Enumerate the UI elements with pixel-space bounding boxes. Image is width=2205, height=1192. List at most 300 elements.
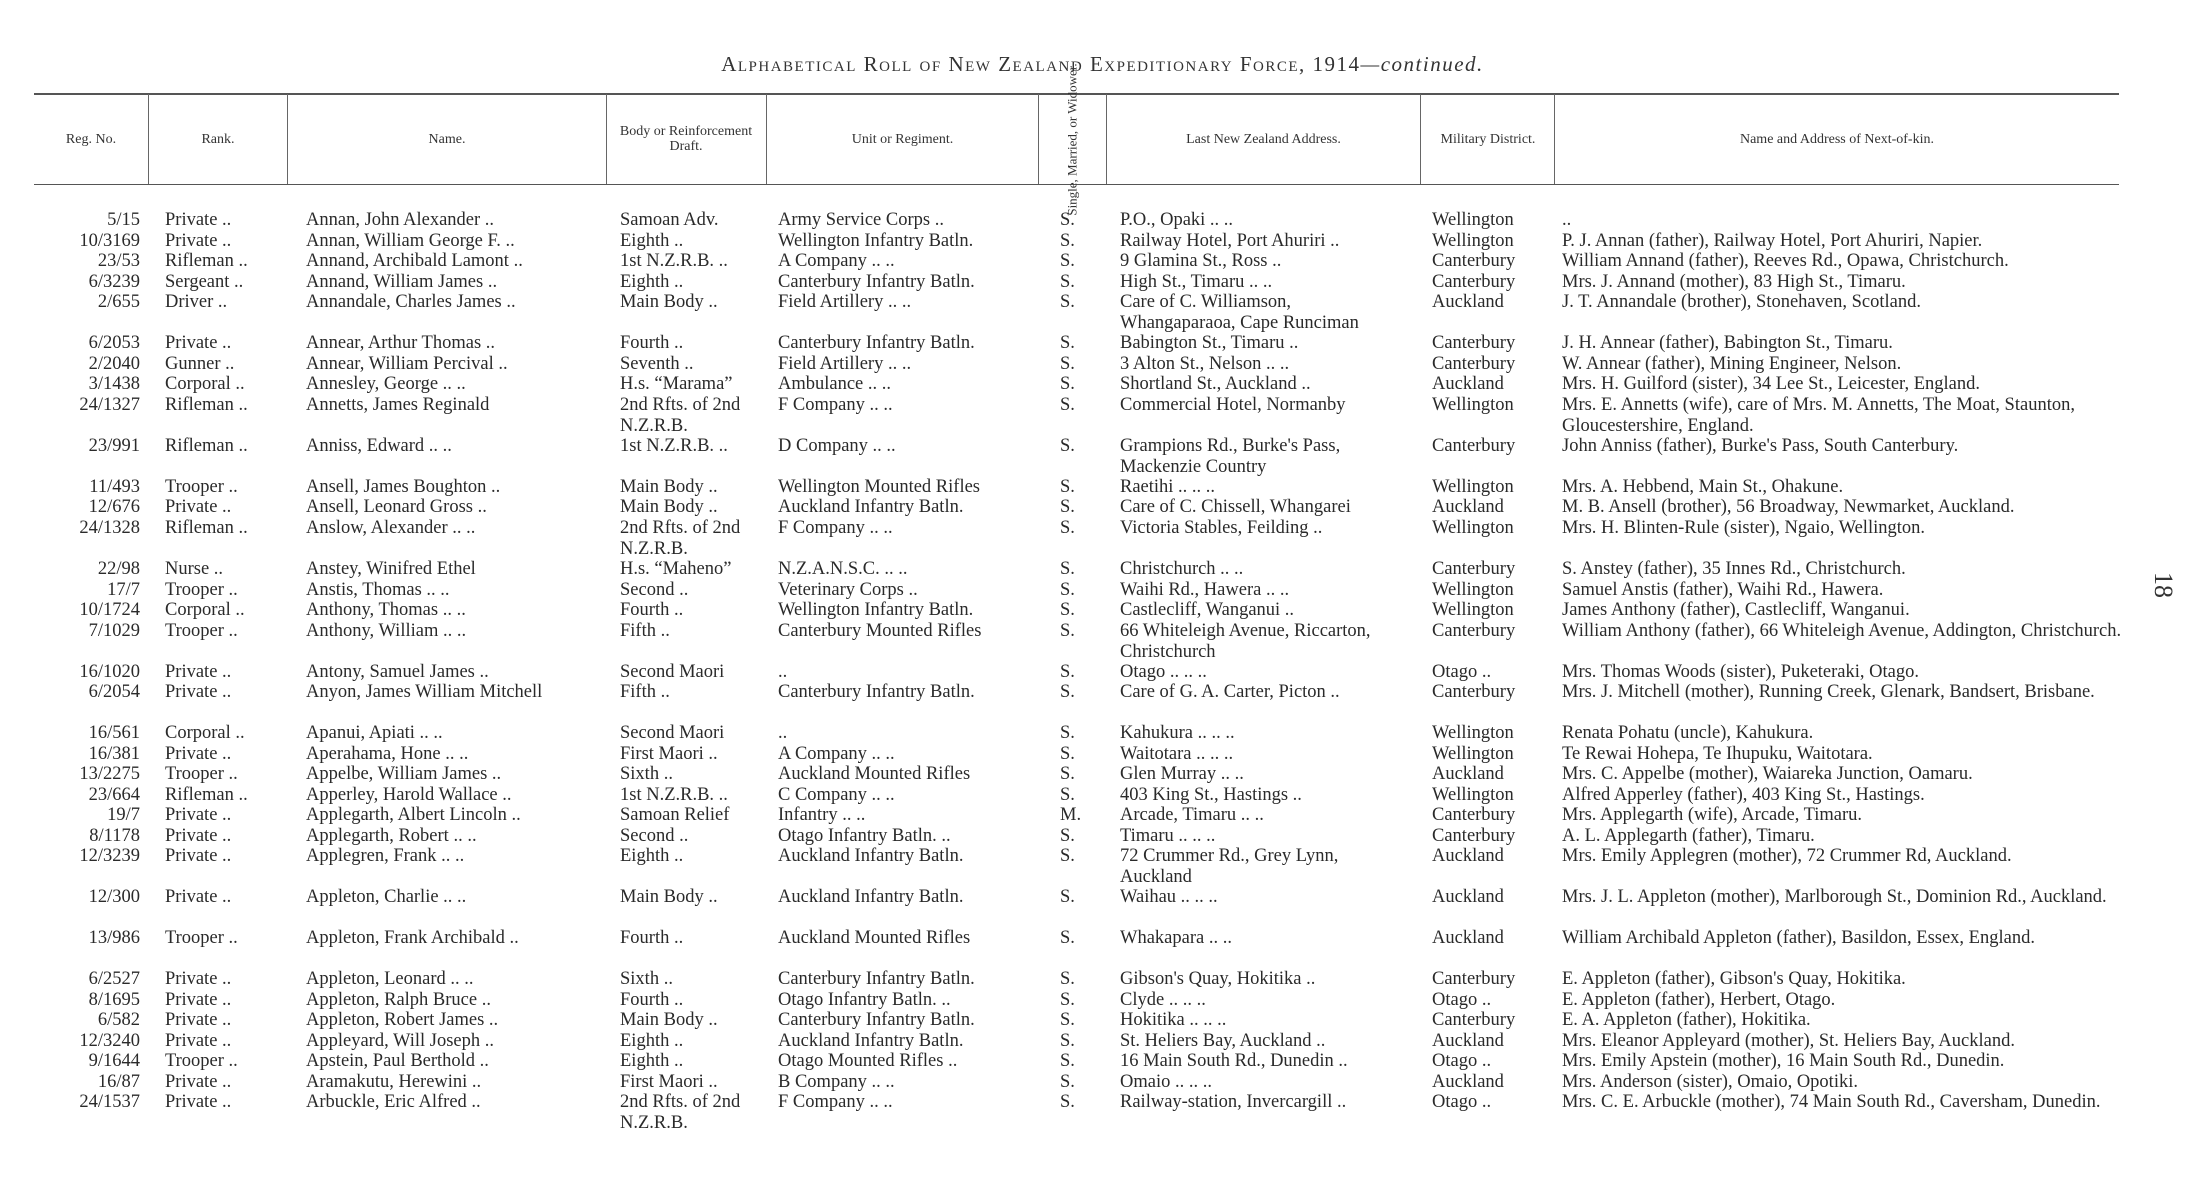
row-reg-no: 7/1029: [88, 621, 140, 641]
row-marital-status: S.: [1060, 354, 1075, 374]
row-district: Wellington: [1432, 600, 1514, 620]
row-address: Omaio .. .. ..: [1120, 1072, 1212, 1092]
row-reg-no: 13/2275: [79, 764, 140, 784]
row-unit: Auckland Mounted Rifles: [778, 764, 971, 784]
row-district: Wellington: [1432, 723, 1514, 743]
row-next-of-kin: E. A. Appleton (father), Hokitika.: [1562, 1010, 1811, 1030]
row-district: Wellington: [1432, 785, 1514, 805]
row-marital-status: S.: [1060, 395, 1075, 415]
row-unit: Wellington Infantry Batln.: [778, 231, 974, 251]
row-district: Otago ..: [1432, 1051, 1492, 1071]
row-district: Wellington: [1432, 395, 1514, 415]
row-next-of-kin: Mrs. H. Blinten-Rule (sister), Ngaio, Wellington.: [1562, 518, 1925, 538]
row-rank: Private ..: [165, 333, 232, 353]
row-address: Timaru .. .. ..: [1120, 826, 1216, 846]
row-reg-no: 24/1537: [79, 1092, 140, 1112]
row-rank: Rifleman ..: [165, 395, 248, 415]
row-marital-status: S.: [1060, 477, 1075, 497]
row-name: Ansell, Leonard Gross ..: [306, 497, 487, 517]
row-reg-no: 11/493: [89, 477, 140, 497]
row-district: Auckland: [1432, 887, 1504, 907]
row-next-of-kin: M. B. Ansell (brother), 56 Broadway, Newmarket, Auckland.: [1562, 497, 2015, 517]
row-unit: Canterbury Infantry Batln.: [778, 333, 975, 353]
page-title: [0, 52, 2205, 77]
row-rank: Nurse ..: [165, 559, 224, 579]
row-reg-no: 24/1328: [79, 518, 140, 538]
row-district: Canterbury: [1432, 251, 1516, 271]
row-rank: Rifleman ..: [165, 251, 248, 271]
row-district: Wellington: [1432, 210, 1514, 230]
row-unit: Army Service Corps ..: [778, 210, 944, 230]
row-body-draft: 1st N.Z.R.B. ..: [620, 785, 728, 805]
row-address: 3 Alton St., Nelson .. ..: [1120, 354, 1290, 374]
row-address: Shortland St., Auckland ..: [1120, 374, 1311, 394]
row-address: P.O., Opaki .. ..: [1120, 210, 1234, 230]
row-reg-no: 8/1178: [89, 826, 140, 846]
row-reg-no: 6/2053: [88, 333, 140, 353]
row-address: Railway-station, Invercargill ..: [1120, 1092, 1347, 1112]
row-reg-no: 12/676: [88, 497, 140, 517]
row-reg-no: 23/53: [97, 251, 140, 271]
row-name: Annear, Arthur Thomas ..: [306, 333, 496, 353]
row-rank: Trooper ..: [165, 580, 238, 600]
row-unit: Wellington Infantry Batln.: [778, 600, 974, 620]
row-rank: Corporal ..: [165, 374, 245, 394]
row-reg-no: 12/3240: [79, 1031, 140, 1051]
row-body-draft: Main Body ..: [620, 477, 718, 497]
row-address: Babington St., Timaru ..: [1120, 333, 1299, 353]
row-district: Auckland: [1432, 928, 1504, 948]
row-next-of-kin: Mrs. C. E. Arbuckle (mother), 74 Main South Rd., Caversham, Dunedin.: [1562, 1092, 2101, 1112]
row-reg-no: 16/381: [88, 744, 140, 764]
header-unit: Unit or Regiment.: [851, 131, 954, 147]
row-body-draft: 2nd Rfts. of 2nd N.Z.R.B.: [620, 518, 741, 559]
row-marital-status: S.: [1060, 744, 1075, 764]
row-district: Canterbury: [1432, 969, 1516, 989]
row-address: Care of C. Williamson, Whangaparaoa, Cape Runciman: [1120, 292, 1359, 333]
row-next-of-kin: William Archibald Appleton (father), Basildon, Essex, England.: [1562, 928, 2035, 948]
row-reg-no: 24/1327: [79, 395, 140, 415]
row-name: Annear, William Percival ..: [306, 354, 508, 374]
row-name: Anstis, Thomas .. ..: [306, 580, 450, 600]
row-unit: D Company .. ..: [778, 436, 896, 456]
row-body-draft: Eighth ..: [620, 1031, 684, 1051]
row-district: Auckland: [1432, 292, 1504, 312]
row-next-of-kin: John Anniss (father), Burke's Pass, South Canterbury.: [1562, 436, 1959, 456]
row-next-of-kin: William Anthony (father), 66 Whiteleigh Avenue, Addington, Christchurch.: [1562, 621, 2122, 641]
row-next-of-kin: Mrs. H. Guilford (sister), 34 Lee St., Leicester, England.: [1562, 374, 1980, 394]
row-district: Canterbury: [1432, 354, 1516, 374]
row-next-of-kin: Mrs. J. Mitchell (mother), Running Creek, Glenark, Bandsert, Brisbane.: [1562, 682, 2095, 702]
row-name: Appleton, Robert James ..: [306, 1010, 499, 1030]
row-next-of-kin: E. Appleton (father), Herbert, Otago.: [1562, 990, 1836, 1010]
row-marital-status: S.: [1060, 1010, 1075, 1030]
row-body-draft: Fourth ..: [620, 600, 684, 620]
row-unit: B Company .. ..: [778, 1072, 895, 1092]
row-marital-status: S.: [1060, 559, 1075, 579]
row-unit: Otago Infantry Batln. ..: [778, 826, 951, 846]
row-unit: Infantry .. ..: [778, 805, 866, 825]
header-reg-no: Reg. No.: [65, 131, 117, 147]
row-district: Wellington: [1432, 518, 1514, 538]
row-rank: Gunner ..: [165, 354, 235, 374]
row-rank: Trooper ..: [165, 621, 238, 641]
row-marital-status: S.: [1060, 1031, 1075, 1051]
row-marital-status: S.: [1060, 846, 1075, 866]
row-body-draft: Samoan Relief: [620, 805, 730, 825]
header-marital-status: Single, Married, or Widower.: [1065, 62, 1081, 216]
row-address: Christchurch .. ..: [1120, 559, 1244, 579]
row-rank: Trooper ..: [165, 1051, 238, 1071]
row-body-draft: Main Body ..: [620, 1010, 718, 1030]
row-marital-status: S.: [1060, 764, 1075, 784]
row-marital-status: S.: [1060, 785, 1075, 805]
row-name: Applegarth, Robert .. ..: [306, 826, 477, 846]
row-name: Annand, William James ..: [306, 272, 498, 292]
row-name: Annetts, James Reginald: [306, 395, 490, 415]
row-body-draft: H.s. “Marama”: [620, 374, 733, 394]
row-unit: F Company .. ..: [778, 1092, 893, 1112]
row-marital-status: S.: [1060, 272, 1075, 292]
row-next-of-kin: Renata Pohatu (uncle), Kahukura.: [1562, 723, 1814, 743]
row-district: Canterbury: [1432, 333, 1516, 353]
row-body-draft: First Maori ..: [620, 1072, 718, 1092]
row-address: Gibson's Quay, Hokitika ..: [1120, 969, 1316, 989]
row-district: Otago ..: [1432, 1092, 1492, 1112]
row-reg-no: 13/986: [88, 928, 140, 948]
row-rank: Private ..: [165, 662, 232, 682]
row-reg-no: 6/3239: [88, 272, 140, 292]
row-unit: A Company .. ..: [778, 744, 895, 764]
row-district: Otago ..: [1432, 662, 1492, 682]
row-marital-status: S.: [1060, 333, 1075, 353]
row-name: Appleton, Ralph Bruce ..: [306, 990, 491, 1010]
column-divider: [1420, 94, 1421, 184]
row-rank: Private ..: [165, 210, 232, 230]
row-marital-status: S.: [1060, 682, 1075, 702]
row-name: Annand, Archibald Lamont ..: [306, 251, 523, 271]
row-body-draft: Sixth ..: [620, 969, 673, 989]
row-body-draft: Second Maori: [620, 662, 725, 682]
row-body-draft: Main Body ..: [620, 292, 718, 312]
row-reg-no: 12/300: [88, 887, 140, 907]
row-address: Clyde .. .. ..: [1120, 990, 1206, 1010]
row-district: Canterbury: [1432, 805, 1516, 825]
row-address: High St., Timaru .. ..: [1120, 272, 1273, 292]
row-address: Otago .. .. ..: [1120, 662, 1207, 682]
row-unit: Canterbury Infantry Batln.: [778, 1010, 975, 1030]
row-unit: ..: [778, 662, 788, 682]
header-rank: Rank.: [201, 131, 235, 147]
row-unit: Canterbury Infantry Batln.: [778, 682, 975, 702]
row-body-draft: 2nd Rfts. of 2nd N.Z.R.B.: [620, 1092, 741, 1133]
row-address: Whakapara .. ..: [1120, 928, 1232, 948]
header-body-draft: Body or Reinforcement Draft.: [619, 124, 753, 154]
row-next-of-kin: Mrs. E. Annetts (wife), care of Mrs. M. Annetts, The Moat, Staunton, Gloucestershire, England.: [1562, 395, 2075, 436]
row-address: 72 Crummer Rd., Grey Lynn, Auckland: [1120, 846, 1339, 887]
row-unit: Veterinary Corps ..: [778, 580, 918, 600]
row-reg-no: 3/1438: [88, 374, 140, 394]
row-district: Canterbury: [1432, 682, 1516, 702]
row-reg-no: 9/1644: [88, 1051, 140, 1071]
row-next-of-kin: Mrs. Eleanor Appleyard (mother), St. Heliers Bay, Auckland.: [1562, 1031, 2015, 1051]
row-name: Antony, Samuel James ..: [306, 662, 489, 682]
row-unit: Auckland Infantry Batln.: [778, 497, 964, 517]
row-next-of-kin: Mrs. Thomas Woods (sister), Puketeraki, Otago.: [1562, 662, 1919, 682]
row-district: Wellington: [1432, 477, 1514, 497]
row-marital-status: S.: [1060, 662, 1075, 682]
row-name: Annan, John Alexander ..: [306, 210, 495, 230]
row-name: Anyon, James William Mitchell: [306, 682, 543, 702]
row-name: Anthony, Thomas .. ..: [306, 600, 466, 620]
row-address: 66 Whiteleigh Avenue, Riccarton, Christchurch: [1120, 621, 1371, 662]
row-address: Railway Hotel, Port Ahuriri ..: [1120, 231, 1340, 251]
row-body-draft: Seventh ..: [620, 354, 694, 374]
header-district: Military District.: [1440, 131, 1536, 147]
row-unit: F Company .. ..: [778, 518, 893, 538]
row-body-draft: Eighth ..: [620, 1051, 684, 1071]
row-unit: Auckland Infantry Batln.: [778, 887, 964, 907]
row-name: Applegarth, Albert Lincoln ..: [306, 805, 521, 825]
row-body-draft: First Maori ..: [620, 744, 718, 764]
column-divider: [606, 94, 607, 184]
row-reg-no: 8/1695: [88, 990, 140, 1010]
row-marital-status: S.: [1060, 600, 1075, 620]
row-next-of-kin: William Annand (father), Reeves Rd., Opawa, Christchurch.: [1562, 251, 2009, 271]
row-name: Ansell, James Boughton ..: [306, 477, 501, 497]
row-reg-no: 2/655: [97, 292, 140, 312]
row-reg-no: 5/15: [107, 210, 140, 230]
row-rank: Trooper ..: [165, 928, 238, 948]
row-next-of-kin: J. T. Annandale (brother), Stonehaven, Scotland.: [1562, 292, 1921, 312]
row-address: Kahukura .. .. ..: [1120, 723, 1235, 743]
row-reg-no: 6/2054: [88, 682, 140, 702]
title-continued: —continued.: [1360, 52, 1484, 76]
title-main: Alphabetical Roll of New Zealand Expeditionary Force, 1914: [721, 52, 1361, 76]
row-rank: Driver ..: [165, 292, 228, 312]
row-body-draft: Sixth ..: [620, 764, 673, 784]
row-name: Appleyard, Will Joseph ..: [306, 1031, 494, 1051]
row-rank: Trooper ..: [165, 764, 238, 784]
row-marital-status: S.: [1060, 436, 1075, 456]
row-unit: Auckland Infantry Batln.: [778, 1031, 964, 1051]
row-name: Annan, William George F. ..: [306, 231, 515, 251]
row-unit: Field Artillery .. ..: [778, 292, 912, 312]
row-next-of-kin: Te Rewai Hohepa, Te Ihupuku, Waitotara.: [1562, 744, 1873, 764]
row-name: Annesley, George .. ..: [306, 374, 466, 394]
row-rank: Private ..: [165, 846, 232, 866]
row-reg-no: 10/1724: [79, 600, 140, 620]
row-address: Care of C. Chissell, Whangarei: [1120, 497, 1351, 517]
row-name: Anniss, Edward .. ..: [306, 436, 452, 456]
row-name: Anthony, William .. ..: [306, 621, 467, 641]
row-marital-status: S.: [1060, 251, 1075, 271]
row-next-of-kin: Mrs. Emily Apstein (mother), 16 Main South Rd., Dunedin.: [1562, 1051, 2005, 1071]
row-next-of-kin: Mrs. J. Annand (mother), 83 High St., Timaru.: [1562, 272, 1906, 292]
row-unit: ..: [778, 723, 788, 743]
row-rank: Private ..: [165, 1010, 232, 1030]
row-marital-status: S.: [1060, 231, 1075, 251]
row-rank: Private ..: [165, 1092, 232, 1112]
row-body-draft: 1st N.Z.R.B. ..: [620, 251, 728, 271]
row-rank: Corporal ..: [165, 600, 245, 620]
row-reg-no: 16/561: [88, 723, 140, 743]
row-unit: Canterbury Mounted Rifles: [778, 621, 982, 641]
row-body-draft: Fourth ..: [620, 333, 684, 353]
row-reg-no: 17/7: [107, 580, 140, 600]
row-next-of-kin: Alfred Apperley (father), 403 King St., Hastings.: [1562, 785, 1925, 805]
row-address: Care of G. A. Carter, Picton ..: [1120, 682, 1340, 702]
row-next-of-kin: S. Anstey (father), 35 Innes Rd., Christchurch.: [1562, 559, 1906, 579]
row-rank: Rifleman ..: [165, 436, 248, 456]
row-rank: Private ..: [165, 826, 232, 846]
row-body-draft: 1st N.Z.R.B. ..: [620, 436, 728, 456]
row-marital-status: S.: [1060, 928, 1075, 948]
row-next-of-kin: James Anthony (father), Castlecliff, Wanganui.: [1562, 600, 1910, 620]
row-district: Canterbury: [1432, 559, 1516, 579]
row-body-draft: Eighth ..: [620, 231, 684, 251]
row-reg-no: 12/3239: [79, 846, 140, 866]
header-address: Last New Zealand Address.: [1186, 131, 1341, 147]
row-district: Canterbury: [1432, 1010, 1516, 1030]
row-district: Wellington: [1432, 231, 1514, 251]
row-rank: Private ..: [165, 990, 232, 1010]
row-next-of-kin: Mrs. Applegarth (wife), Arcade, Timaru.: [1562, 805, 1863, 825]
row-name: Appelbe, William James ..: [306, 764, 502, 784]
row-district: Canterbury: [1432, 826, 1516, 846]
row-reg-no: 6/582: [97, 1010, 140, 1030]
row-address: Waihi Rd., Hawera .. ..: [1120, 580, 1290, 600]
row-next-of-kin: Mrs. Anderson (sister), Omaio, Opotiki.: [1562, 1072, 1858, 1092]
row-rank: Private ..: [165, 231, 232, 251]
row-address: Commercial Hotel, Normanby: [1120, 395, 1346, 415]
row-next-of-kin: Samuel Anstis (father), Waihi Rd., Hawera.: [1562, 580, 1884, 600]
row-unit: Auckland Infantry Batln.: [778, 846, 964, 866]
row-unit: Wellington Mounted Rifles: [778, 477, 980, 497]
header-next-of-kin: Name and Address of Next-of-kin.: [1739, 131, 1934, 147]
row-district: Auckland: [1432, 497, 1504, 517]
row-next-of-kin: Mrs. A. Hebbend, Main St., Ohakune.: [1562, 477, 1844, 497]
row-reg-no: 23/991: [88, 436, 140, 456]
row-unit: A Company .. ..: [778, 251, 895, 271]
row-address: Raetihi .. .. ..: [1120, 477, 1216, 497]
row-rank: Private ..: [165, 887, 232, 907]
row-body-draft: H.s. “Maheno”: [620, 559, 732, 579]
row-district: Auckland: [1432, 374, 1504, 394]
row-name: Apstein, Paul Berthold ..: [306, 1051, 489, 1071]
row-rank: Trooper ..: [165, 477, 238, 497]
row-reg-no: 6/2527: [88, 969, 140, 989]
row-name: Aramakutu, Herewini ..: [306, 1072, 482, 1092]
row-next-of-kin: W. Annear (father), Mining Engineer, Nelson.: [1562, 354, 1902, 374]
row-district: Auckland: [1432, 846, 1504, 866]
row-district: Wellington: [1432, 744, 1514, 764]
row-unit: Otago Mounted Rifles ..: [778, 1051, 958, 1071]
row-unit: Canterbury Infantry Batln.: [778, 969, 975, 989]
row-name: Apanui, Apiati .. ..: [306, 723, 443, 743]
row-body-draft: 2nd Rfts. of 2nd N.Z.R.B.: [620, 395, 741, 436]
row-body-draft: Eighth ..: [620, 272, 684, 292]
row-reg-no: 23/664: [88, 785, 140, 805]
row-marital-status: S.: [1060, 887, 1075, 907]
row-body-draft: Fourth ..: [620, 990, 684, 1010]
row-name: Annandale, Charles James ..: [306, 292, 516, 312]
row-unit: C Company .. ..: [778, 785, 895, 805]
row-marital-status: S.: [1060, 1072, 1075, 1092]
row-address: St. Heliers Bay, Auckland ..: [1120, 1031, 1326, 1051]
row-unit: Auckland Mounted Rifles: [778, 928, 971, 948]
row-name: Appleton, Frank Archibald ..: [306, 928, 519, 948]
row-address: Castlecliff, Wanganui ..: [1120, 600, 1295, 620]
row-rank: Sergeant ..: [165, 272, 244, 292]
row-marital-status: S.: [1060, 292, 1075, 312]
row-name: Appleton, Charlie .. ..: [306, 887, 467, 907]
row-body-draft: Eighth ..: [620, 846, 684, 866]
row-marital-status: S.: [1060, 497, 1075, 517]
row-name: Applegren, Frank .. ..: [306, 846, 465, 866]
row-name: Anslow, Alexander .. ..: [306, 518, 476, 538]
row-address: Glen Murray .. ..: [1120, 764, 1244, 784]
row-address: Victoria Stables, Feilding ..: [1120, 518, 1323, 538]
row-district: Canterbury: [1432, 621, 1516, 641]
row-address: 16 Main South Rd., Dunedin ..: [1120, 1051, 1348, 1071]
row-address: Hokitika .. .. ..: [1120, 1010, 1227, 1030]
row-reg-no: 10/3169: [79, 231, 140, 251]
row-rank: Private ..: [165, 497, 232, 517]
row-body-draft: Main Body ..: [620, 497, 718, 517]
row-district: Auckland: [1432, 1031, 1504, 1051]
row-rank: Private ..: [165, 1031, 232, 1051]
row-marital-status: S.: [1060, 1051, 1075, 1071]
row-next-of-kin: J. H. Annear (father), Babington St., Timaru.: [1562, 333, 1893, 353]
row-marital-status: S.: [1060, 374, 1075, 394]
row-next-of-kin: Mrs. C. Appelbe (mother), Waiareka Junction, Oamaru.: [1562, 764, 1973, 784]
row-rank: Corporal ..: [165, 723, 245, 743]
row-marital-status: S.: [1060, 826, 1075, 846]
row-address: Waihau .. .. ..: [1120, 887, 1218, 907]
row-body-draft: Fifth ..: [620, 682, 670, 702]
row-name: Anstey, Winifred Ethel: [306, 559, 476, 579]
row-marital-status: S.: [1060, 1092, 1075, 1112]
row-district: Otago ..: [1432, 990, 1492, 1010]
row-rank: Private ..: [165, 682, 232, 702]
row-address: 403 King St., Hastings ..: [1120, 785, 1302, 805]
row-body-draft: Samoan Adv.: [620, 210, 719, 230]
row-name: Aperahama, Hone .. ..: [306, 744, 469, 764]
row-body-draft: Main Body ..: [620, 887, 718, 907]
row-marital-status: S.: [1060, 990, 1075, 1010]
row-address: Arcade, Timaru .. ..: [1120, 805, 1264, 825]
row-body-draft: Second ..: [620, 580, 689, 600]
row-marital-status: S.: [1060, 580, 1075, 600]
row-next-of-kin: ..: [1562, 210, 1572, 230]
row-rank: Private ..: [165, 805, 232, 825]
row-marital-status: S.: [1060, 210, 1075, 230]
row-next-of-kin: P. J. Annan (father), Railway Hotel, Port Ahuriri, Napier.: [1562, 231, 1983, 251]
row-reg-no: 22/98: [97, 559, 140, 579]
row-rank: Rifleman ..: [165, 518, 248, 538]
row-address: Grampions Rd., Burke's Pass, Mackenzie Country: [1120, 436, 1341, 477]
row-district: Auckland: [1432, 764, 1504, 784]
row-name: Arbuckle, Eric Alfred ..: [306, 1092, 481, 1112]
row-rank: Rifleman ..: [165, 785, 248, 805]
row-body-draft: Fourth ..: [620, 928, 684, 948]
row-marital-status: S.: [1060, 621, 1075, 641]
row-reg-no: 2/2040: [88, 354, 140, 374]
row-body-draft: Second Maori: [620, 723, 725, 743]
row-rank: Private ..: [165, 744, 232, 764]
row-reg-no: 16/1020: [79, 662, 140, 682]
